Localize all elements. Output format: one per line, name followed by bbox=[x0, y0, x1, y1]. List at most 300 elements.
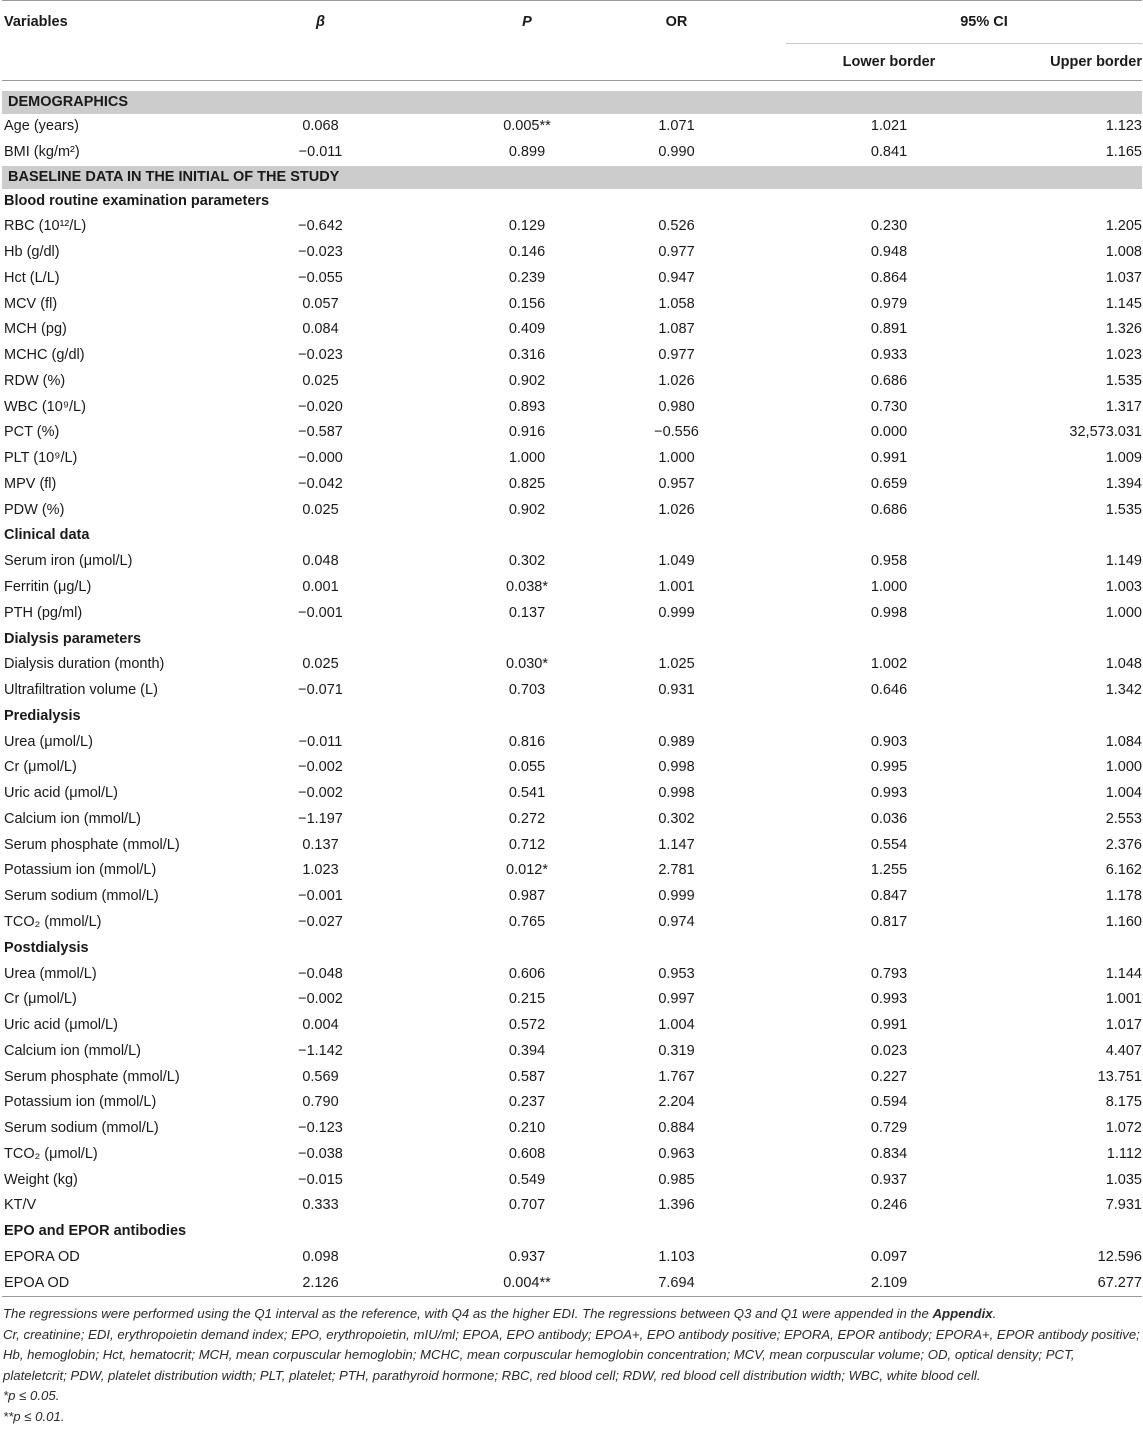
cell-ci-lower: 0.659 bbox=[870, 475, 908, 492]
cell-ci-upper: 13.751 bbox=[1097, 1068, 1142, 1085]
cell-variable: Potassium ion (mmol/L) bbox=[4, 1094, 157, 1111]
cell-p-value: 0.825 bbox=[508, 475, 546, 492]
cell-odds-ratio: 1.058 bbox=[658, 295, 695, 312]
cell-odds-ratio: 0.526 bbox=[658, 218, 695, 235]
cell-ci-lower: 0.646 bbox=[870, 682, 908, 699]
cell-beta: 0.098 bbox=[302, 1248, 339, 1265]
subsection-row bbox=[2, 1219, 1142, 1245]
cell-variable: Serum iron (μmol/L) bbox=[4, 553, 133, 570]
cell-ci-upper: 1.048 bbox=[1105, 656, 1142, 673]
cell-ci-upper: 1.145 bbox=[1105, 295, 1142, 312]
header-ci: 95% CI bbox=[786, 1, 1142, 44]
cell-ci-lower: 0.998 bbox=[870, 604, 908, 621]
table-row bbox=[2, 781, 1142, 807]
cell-p-value: 0.005** bbox=[503, 118, 551, 134]
cell-odds-ratio: 1.396 bbox=[658, 1197, 695, 1214]
table-row bbox=[2, 1065, 1142, 1091]
cell-odds-ratio: 0.985 bbox=[658, 1171, 695, 1188]
cell-ci-lower: 0.554 bbox=[870, 836, 908, 853]
cell-ci-upper: 1.084 bbox=[1105, 733, 1142, 750]
cell-beta: −0.587 bbox=[298, 424, 343, 441]
cell-p-value: 0.916 bbox=[508, 424, 546, 441]
cell-p-value: 0.012* bbox=[506, 862, 548, 879]
note-footnote-1: *p ≤ 0.05. bbox=[3, 1388, 60, 1404]
cell-ci-upper: 1.001 bbox=[1105, 991, 1142, 1008]
cell-odds-ratio: 0.998 bbox=[658, 759, 695, 776]
cell-beta: 0.569 bbox=[302, 1068, 339, 1085]
table-row bbox=[2, 549, 1142, 575]
cell-p-value: 0.239 bbox=[508, 269, 546, 286]
cell-ci-upper: 1.144 bbox=[1105, 965, 1142, 982]
cell-beta: −0.027 bbox=[298, 913, 343, 930]
cell-p-value: 0.987 bbox=[508, 888, 546, 905]
cell-p-value: 0.137 bbox=[508, 604, 546, 621]
cell-odds-ratio: 0.990 bbox=[658, 143, 695, 160]
table-row bbox=[2, 1013, 1142, 1039]
cell-beta: −0.055 bbox=[298, 269, 343, 286]
cell-ci-lower: 0.991 bbox=[870, 450, 908, 467]
cell-variable: PLT (10⁹/L) bbox=[4, 450, 78, 467]
cell-ci-upper: 1.009 bbox=[1105, 450, 1142, 467]
cell-p-value: 0.030* bbox=[506, 656, 548, 673]
cell-p-value: 0.146 bbox=[508, 244, 546, 261]
cell-ci-lower: 0.246 bbox=[870, 1197, 908, 1214]
cell-beta: 0.025 bbox=[302, 372, 339, 389]
cell-p-value: 0.587 bbox=[508, 1068, 546, 1085]
cell-beta: 0.137 bbox=[302, 836, 339, 853]
cell-p-value: 0.210 bbox=[508, 1120, 546, 1137]
cell-p-value: 0.703 bbox=[508, 682, 546, 699]
cell-variable: Cr (μmol/L) bbox=[4, 991, 77, 1008]
subsection-title: Clinical data bbox=[4, 527, 90, 544]
cell-beta: −0.001 bbox=[298, 604, 343, 621]
cell-variable: RBC (10¹²/L) bbox=[4, 218, 87, 235]
cell-p-value: 0.893 bbox=[508, 398, 546, 415]
cell-beta: −0.002 bbox=[298, 759, 343, 776]
cell-p-value: 0.707 bbox=[508, 1197, 546, 1214]
cell-variable: Hb (g/dl) bbox=[4, 244, 60, 261]
cell-odds-ratio: 0.931 bbox=[658, 682, 695, 699]
header-upper-border: Upper border bbox=[982, 44, 1142, 81]
table-row bbox=[2, 755, 1142, 781]
cell-odds-ratio: 0.974 bbox=[658, 913, 695, 930]
cell-p-value: 0.302 bbox=[508, 553, 546, 570]
cell-ci-upper: 1.000 bbox=[1105, 759, 1142, 776]
cell-ci-upper: 2.553 bbox=[1105, 810, 1142, 827]
cell-variable: WBC (10⁹/L) bbox=[4, 398, 86, 415]
cell-variable: PTH (pg/ml) bbox=[4, 604, 83, 621]
cell-variable: KT/V bbox=[4, 1197, 37, 1214]
cell-beta: 0.001 bbox=[302, 579, 339, 596]
cell-beta: −0.048 bbox=[298, 965, 343, 982]
cell-variable: MCV (fl) bbox=[4, 295, 58, 312]
cell-ci-upper: 1.000 bbox=[1105, 604, 1142, 621]
cell-p-value: 0.316 bbox=[508, 347, 546, 364]
note-reference-end: . bbox=[992, 1306, 997, 1322]
cell-variable: Weight (kg) bbox=[4, 1171, 78, 1188]
cell-p-value: 0.937 bbox=[508, 1248, 546, 1265]
cell-ci-lower: 0.686 bbox=[870, 501, 908, 518]
cell-ci-upper: 8.175 bbox=[1105, 1094, 1142, 1111]
cell-variable: EPOA OD bbox=[2, 1271, 228, 1297]
table-row bbox=[2, 575, 1142, 601]
cell-ci-upper: 1.017 bbox=[1105, 1017, 1142, 1034]
cell-odds-ratio: 1.147 bbox=[658, 836, 695, 853]
section-header-row bbox=[2, 166, 1142, 189]
table-row bbox=[2, 395, 1142, 421]
cell-variable: PCT (%) bbox=[4, 424, 60, 441]
note-reference-text: The regressions were performed using the Q1 interval as the reference, with Q4 as the higher EDI. The regressions between Q3 and Q1 were appended in the bbox=[3, 1306, 933, 1322]
cell-ci-lower: 0.903 bbox=[870, 733, 908, 750]
header-or: OR bbox=[615, 1, 786, 81]
cell-ci-upper: 1.023 bbox=[1105, 347, 1142, 364]
cell-ci-lower: 0.729 bbox=[870, 1120, 908, 1137]
cell-beta: −0.642 bbox=[298, 218, 343, 235]
cell-odds-ratio: 1.767 bbox=[658, 1068, 695, 1085]
cell-p-value: 0.608 bbox=[508, 1145, 546, 1162]
cell-ci-upper: 1.326 bbox=[1105, 321, 1142, 338]
cell-odds-ratio: 0.947 bbox=[658, 269, 695, 286]
cell-ci-upper: 1.003 bbox=[1105, 579, 1142, 596]
cell-ci-lower: 0.933 bbox=[870, 347, 908, 364]
cell-ci-upper: 2.376 bbox=[1105, 836, 1142, 853]
table-row bbox=[2, 240, 1142, 266]
table-row bbox=[2, 1193, 1142, 1219]
cell-p-value: 0.394 bbox=[508, 1042, 546, 1059]
subsection-title: Blood routine examination parameters bbox=[4, 192, 270, 209]
table-row bbox=[2, 114, 1142, 140]
cell-ci-upper: 1.112 bbox=[1106, 1145, 1142, 1162]
cell-variable: MCHC (g/dl) bbox=[4, 347, 85, 364]
cell-ci-upper: 1.205 bbox=[1105, 218, 1142, 235]
cell-odds-ratio: 0.319 bbox=[658, 1042, 695, 1059]
cell-p-value: 0.902 bbox=[508, 372, 546, 389]
table-row bbox=[2, 652, 1142, 678]
cell-variable: TCO₂ (mmol/L) bbox=[4, 913, 102, 930]
header-variables: Variables bbox=[2, 1, 228, 81]
cell-variable: Ultrafiltration volume (L) bbox=[4, 682, 158, 699]
cell-ci-lower: 0.948 bbox=[870, 244, 908, 261]
table-row bbox=[2, 833, 1142, 859]
cell-ci-upper: 6.162 bbox=[1105, 862, 1142, 879]
cell-ci-lower: 0.097 bbox=[870, 1248, 908, 1265]
cell-variable: Urea (mmol/L) bbox=[4, 965, 97, 982]
table-row bbox=[2, 498, 1142, 524]
cell-odds-ratio: 0.884 bbox=[658, 1120, 695, 1137]
header-gap-cell bbox=[2, 81, 1142, 92]
header-p: P bbox=[443, 1, 615, 81]
cell-ci-upper: 1.008 bbox=[1105, 244, 1142, 261]
cell-ci-upper: 1.035 bbox=[1105, 1171, 1142, 1188]
cell-ci-lower: 0.730 bbox=[870, 398, 908, 415]
cell-beta: −0.002 bbox=[298, 785, 343, 802]
subsection-title: EPO and EPOR antibodies bbox=[4, 1223, 187, 1240]
cell-beta: −0.020 bbox=[298, 398, 343, 415]
cell-ci-lower: 0.993 bbox=[870, 991, 908, 1008]
cell-odds-ratio: 0.302 bbox=[658, 810, 695, 827]
cell-variable: MCH (pg) bbox=[4, 321, 67, 338]
cell-p-value: 0.409 bbox=[508, 321, 546, 338]
cell-variable: Uric acid (μmol/L) bbox=[4, 785, 118, 802]
cell-odds-ratio: 1.026 bbox=[658, 501, 695, 518]
cell-beta: −0.123 bbox=[298, 1120, 343, 1137]
header-lower-border: Lower border bbox=[786, 44, 982, 81]
table-row bbox=[2, 292, 1142, 318]
cell-ci-upper: 1.394 bbox=[1105, 475, 1142, 492]
table-row bbox=[2, 472, 1142, 498]
cell-ci-lower: 0.594 bbox=[870, 1094, 908, 1111]
cell-ci-lower: 0.891 bbox=[870, 321, 908, 338]
note-abbreviations: Cr, creatinine; EDI, erythropoietin demand index; EPO, erythropoietin, mIU/ml; EPOA, EPO antibody; EPOA+, EPO antibody positive; EPORA, EPOR antibody; EPORA+, EPOR antibody positive; Hb, hemoglobin; Hct, hematocrit; MCH, mean corpuscular hemoglobin; MCHC, mean corpuscular hemoglobin concentration; MCV, mean corpuscular volume; OD, optical density; PCT, plateletcrit; PDW, platelet distribution width; PLT, platelet; PTH, parathyroid hormone; RBC, red blood cell; RDW, red blood cell distribution width; WBC, white blood cell. bbox=[3, 1326, 1140, 1383]
table-row bbox=[2, 807, 1142, 833]
cell-odds-ratio: 0.957 bbox=[658, 475, 695, 492]
cell-p-value: 0.004** bbox=[443, 1271, 615, 1297]
cell-ci-lower: 0.864 bbox=[870, 269, 908, 286]
cell-beta: −0.000 bbox=[298, 450, 343, 467]
note-appendix-link: Appendix bbox=[932, 1306, 993, 1322]
cell-odds-ratio: 0.977 bbox=[658, 347, 695, 364]
cell-odds-ratio: −0.556 bbox=[654, 424, 699, 441]
cell-ci-lower: 0.993 bbox=[870, 785, 908, 802]
cell-beta: 0.084 bbox=[302, 321, 339, 338]
table-row bbox=[2, 884, 1142, 910]
cell-variable: Serum phosphate (mmol/L) bbox=[4, 1068, 180, 1085]
table-row bbox=[2, 987, 1142, 1013]
cell-variable: TCO₂ (μmol/L) bbox=[4, 1145, 98, 1162]
cell-ci-lower: 0.995 bbox=[870, 759, 908, 776]
cell-ci-upper: 7.931 bbox=[1105, 1197, 1142, 1214]
cell-ci-lower: 0.817 bbox=[870, 913, 908, 930]
cell-beta: −0.002 bbox=[298, 991, 343, 1008]
cell-beta: 0.025 bbox=[302, 656, 339, 673]
subsection-row bbox=[2, 704, 1142, 730]
cell-odds-ratio: 0.977 bbox=[658, 244, 695, 261]
table-notes bbox=[3, 1304, 1141, 1427]
cell-p-value: 0.765 bbox=[508, 913, 546, 930]
table-row bbox=[2, 730, 1142, 756]
cell-p-value: 0.272 bbox=[508, 810, 546, 827]
cell-ci-upper: 1.178 bbox=[1105, 888, 1142, 905]
table-row bbox=[2, 1090, 1142, 1116]
table-row bbox=[2, 1039, 1142, 1065]
cell-beta: −0.042 bbox=[298, 475, 343, 492]
cell-ci-lower: 0.686 bbox=[870, 372, 908, 389]
cell-odds-ratio: 0.997 bbox=[658, 991, 695, 1008]
cell-ci-upper: 1.342 bbox=[1105, 682, 1142, 699]
cell-variable: Ferritin (μg/L) bbox=[4, 579, 92, 596]
cell-odds-ratio: 2.204 bbox=[658, 1094, 695, 1111]
cell-beta: −1.142 bbox=[298, 1042, 343, 1059]
cell-ci-lower: 1.021 bbox=[870, 118, 908, 134]
cell-beta: −0.001 bbox=[298, 888, 343, 905]
cell-beta: −0.071 bbox=[298, 682, 343, 699]
cell-p-value: 1.000 bbox=[508, 450, 546, 467]
table-row bbox=[2, 678, 1142, 704]
cell-ci-lower: 0.958 bbox=[870, 553, 908, 570]
cell-variable: Serum sodium (mmol/L) bbox=[4, 888, 159, 905]
cell-odds-ratio: 0.999 bbox=[658, 604, 695, 621]
cell-beta: 0.333 bbox=[302, 1197, 339, 1214]
cell-odds-ratio: 0.963 bbox=[658, 1145, 695, 1162]
cell-ci-upper: 1.072 bbox=[1105, 1120, 1142, 1137]
cell-variable: BMI (kg/m²) bbox=[4, 143, 80, 160]
cell-ci-upper: 32,573.031 bbox=[1069, 424, 1142, 441]
cell-variable: Cr (μmol/L) bbox=[4, 759, 77, 776]
cell-ci-lower: 0.991 bbox=[870, 1017, 908, 1034]
cell-odds-ratio: 2.781 bbox=[658, 862, 695, 879]
cell-variable: EPORA OD bbox=[4, 1248, 80, 1265]
cell-odds-ratio: 0.953 bbox=[658, 965, 695, 982]
cell-beta: −0.023 bbox=[298, 347, 343, 364]
subsection-title: Dialysis parameters bbox=[4, 630, 142, 647]
header-gap bbox=[2, 81, 1142, 92]
cell-variable: Serum sodium (mmol/L) bbox=[4, 1120, 159, 1137]
cell-odds-ratio: 1.071 bbox=[658, 118, 695, 134]
regression-table bbox=[2, 0, 1142, 1297]
cell-beta: 0.068 bbox=[302, 118, 339, 134]
cell-ci-lower: 1.255 bbox=[870, 862, 908, 879]
cell-variable: Potassium ion (mmol/L) bbox=[4, 862, 157, 879]
cell-beta: 0.057 bbox=[302, 295, 339, 312]
cell-ci-upper: 12.596 bbox=[1097, 1248, 1142, 1265]
cell-ci-lower: 0.979 bbox=[870, 295, 908, 312]
cell-beta: −0.023 bbox=[298, 244, 343, 261]
cell-variable: Dialysis duration (month) bbox=[4, 656, 165, 673]
cell-ci-lower: 0.793 bbox=[870, 965, 908, 982]
cell-ci-upper: 1.160 bbox=[1105, 913, 1142, 930]
cell-odds-ratio: 0.980 bbox=[658, 398, 695, 415]
cell-ci-lower: 1.002 bbox=[870, 656, 908, 673]
cell-variable: RDW (%) bbox=[4, 372, 66, 389]
table-row bbox=[2, 317, 1142, 343]
cell-ci-lower: 0.841 bbox=[870, 143, 908, 160]
cell-ci-lower: 0.834 bbox=[870, 1145, 908, 1162]
table-row bbox=[2, 369, 1142, 395]
cell-ci-upper: 1.165 bbox=[1105, 143, 1142, 160]
table-row bbox=[2, 858, 1142, 884]
subsection-row bbox=[2, 936, 1142, 962]
subsection-title: Postdialysis bbox=[4, 939, 89, 956]
cell-variable: Calcium ion (mmol/L) bbox=[4, 810, 141, 827]
subsection-row bbox=[2, 523, 1142, 549]
table-row bbox=[2, 1168, 1142, 1194]
cell-variable: Urea (μmol/L) bbox=[4, 733, 93, 750]
cell-variable: Uric acid (μmol/L) bbox=[4, 1017, 118, 1034]
cell-ci-upper: 1.004 bbox=[1105, 785, 1142, 802]
table-row bbox=[2, 266, 1142, 292]
subsection-row bbox=[2, 189, 1142, 215]
section-header-row bbox=[2, 91, 1142, 114]
table-row bbox=[2, 140, 1142, 166]
cell-p-value: 0.549 bbox=[508, 1171, 546, 1188]
cell-ci-lower: 1.000 bbox=[870, 579, 908, 596]
section-title: BASELINE DATA IN THE INITIAL OF THE STUDY bbox=[2, 166, 1142, 189]
cell-beta: 2.126 bbox=[228, 1271, 443, 1297]
section-title: DEMOGRAPHICS bbox=[2, 91, 1142, 114]
cell-p-value: 0.572 bbox=[508, 1017, 546, 1034]
cell-ci-lower: 0.000 bbox=[870, 424, 908, 441]
cell-ci-upper: 1.037 bbox=[1105, 269, 1142, 286]
cell-p-value: 0.237 bbox=[508, 1094, 546, 1111]
cell-odds-ratio: 7.694 bbox=[615, 1271, 786, 1297]
table-row bbox=[2, 910, 1142, 936]
subsection-row bbox=[2, 627, 1142, 653]
cell-beta: −0.038 bbox=[298, 1145, 343, 1162]
cell-odds-ratio: 1.026 bbox=[658, 372, 695, 389]
cell-beta: −1.197 bbox=[298, 810, 343, 827]
table-row bbox=[2, 214, 1142, 240]
cell-variable: MPV (fl) bbox=[4, 475, 57, 492]
cell-odds-ratio: 0.999 bbox=[658, 888, 695, 905]
cell-p-value: 0.129 bbox=[508, 218, 546, 235]
cell-odds-ratio: 1.049 bbox=[658, 553, 695, 570]
cell-ci-upper: 1.535 bbox=[1105, 372, 1142, 389]
cell-odds-ratio: 1.103 bbox=[658, 1248, 695, 1265]
cell-ci-lower: 0.036 bbox=[870, 810, 908, 827]
cell-odds-ratio: 1.000 bbox=[658, 450, 695, 467]
cell-p-value: 0.541 bbox=[508, 785, 546, 802]
cell-p-value: 0.038* bbox=[506, 579, 548, 596]
cell-beta: 0.004 bbox=[302, 1017, 339, 1034]
cell-ci-lower: 0.847 bbox=[870, 888, 908, 905]
table-row bbox=[2, 1142, 1142, 1168]
cell-variable: PDW (%) bbox=[4, 501, 65, 518]
table-row bbox=[2, 1116, 1142, 1142]
cell-beta: 0.790 bbox=[302, 1094, 339, 1111]
table-row bbox=[2, 343, 1142, 369]
cell-p-value: 0.156 bbox=[508, 295, 546, 312]
cell-beta: 1.023 bbox=[302, 862, 339, 879]
cell-ci-upper: 4.407 bbox=[1105, 1042, 1142, 1059]
cell-odds-ratio: 1.087 bbox=[658, 321, 695, 338]
cell-p-value: 0.215 bbox=[508, 991, 546, 1008]
cell-ci-lower: 0.937 bbox=[870, 1171, 908, 1188]
cell-ci-upper: 67.277 bbox=[982, 1271, 1142, 1297]
cell-p-value: 0.899 bbox=[508, 143, 546, 160]
cell-p-value: 0.902 bbox=[508, 501, 546, 518]
cell-p-value: 0.816 bbox=[508, 733, 546, 750]
table-row bbox=[2, 601, 1142, 627]
header-beta: β bbox=[228, 1, 443, 81]
cell-beta: 0.025 bbox=[302, 501, 339, 518]
cell-odds-ratio: 1.001 bbox=[658, 579, 695, 596]
table-row bbox=[2, 1245, 1142, 1271]
cell-p-value: 0.055 bbox=[508, 759, 546, 776]
cell-beta: −0.011 bbox=[298, 733, 343, 750]
note-footnote-2: **p ≤ 0.01. bbox=[3, 1408, 65, 1424]
cell-odds-ratio: 0.989 bbox=[658, 733, 695, 750]
cell-odds-ratio: 0.998 bbox=[658, 785, 695, 802]
table-row bbox=[2, 420, 1142, 446]
subsection-title: Predialysis bbox=[4, 707, 81, 724]
cell-variable: Hct (L/L) bbox=[4, 269, 60, 286]
cell-ci-lower: 0.023 bbox=[870, 1042, 908, 1059]
cell-beta: −0.015 bbox=[298, 1171, 343, 1188]
cell-variable: Serum phosphate (mmol/L) bbox=[4, 836, 180, 853]
cell-p-value: 0.712 bbox=[508, 836, 546, 853]
cell-ci-lower: 0.227 bbox=[870, 1068, 908, 1085]
cell-ci-upper: 1.149 bbox=[1105, 553, 1142, 570]
cell-ci-upper: 1.317 bbox=[1105, 398, 1142, 415]
table-row bbox=[2, 1271, 1142, 1297]
header-row bbox=[2, 1, 1142, 44]
cell-beta: −0.011 bbox=[298, 143, 343, 160]
cell-ci-upper: 1.123 bbox=[1105, 118, 1142, 134]
cell-odds-ratio: 1.004 bbox=[658, 1017, 695, 1034]
cell-ci-lower: 0.230 bbox=[870, 218, 908, 235]
cell-variable: Calcium ion (mmol/L) bbox=[4, 1042, 141, 1059]
note-reference bbox=[3, 1304, 1141, 1325]
